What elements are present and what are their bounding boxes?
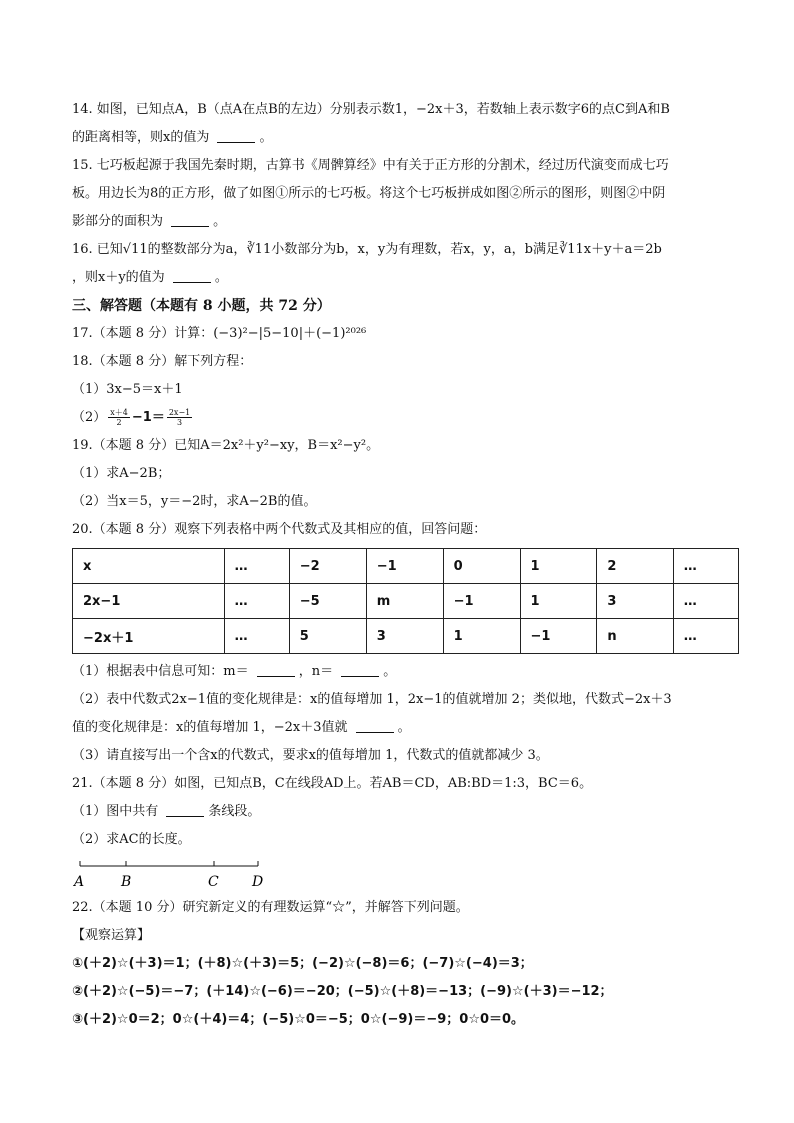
q21-stem: 21.（本题 8 分）如图，已知点B，C在线段AD上。若AB＝CD，AB:BD＝1:3，BC＝6。 [72, 776, 593, 791]
q16-text: ，则x＋y的值为 [72, 270, 169, 285]
q18-part2 [72, 404, 740, 432]
table-cell: … [673, 584, 738, 619]
table-row [73, 619, 739, 654]
table-cell: m [366, 584, 443, 619]
answer-blank[interactable] [171, 212, 209, 227]
q22-row3: ③(＋2)☆0＝2；0☆(＋4)＝4；(−5)☆0＝−5；0☆(−9)＝−9；0☆0＝0。 [72, 1012, 525, 1027]
point-label-d: D [252, 874, 264, 890]
table-cell: 2x−1 [73, 584, 225, 619]
table-cell: 1 [443, 619, 520, 654]
q20-part1-a: （1）根据表中信息可知：m＝ [72, 664, 253, 679]
answer-blank[interactable] [257, 662, 295, 677]
q14-text: 的距离相等，则x的值为 [72, 130, 214, 145]
table-cell: −1 [443, 584, 520, 619]
q15-text: 影部分的面积为 [72, 214, 168, 229]
segment-diagram [72, 854, 740, 894]
table-cell: … [224, 549, 289, 584]
q19-part1: （1）求A−2B； [72, 466, 171, 481]
table-cell: 3 [366, 619, 443, 654]
values-table [72, 548, 739, 654]
q22-row2: ②(＋2)☆(−5)＝−7；(＋14)☆(−6)＝−20；(−5)☆(＋8)＝−13；(−9)☆(＋3)＝−12； [72, 984, 613, 999]
numerator: x＋4 [110, 408, 128, 417]
q20-part1 [72, 658, 740, 686]
q22-heading: 【观察运算】 [72, 928, 151, 943]
q20-part2-line1: （2）表中代数式2x−1值的变化规律是：x的值每增加 1，2x−1的值就增加 2；类似地，代数式−2x＋3 [72, 692, 672, 707]
q21-part2: （2）求AC的长度。 [72, 832, 191, 847]
q21-part1 [72, 798, 740, 826]
table-cell: −1 [520, 619, 597, 654]
table-cell: 1 [520, 584, 597, 619]
q15-end: 。 [213, 214, 227, 229]
segment-svg [72, 854, 292, 894]
table-cell: 5 [289, 619, 366, 654]
q21-part1-b: 条线段。 [208, 804, 261, 819]
table-cell: n [597, 619, 673, 654]
q15-line2: 板。用边长为8的正方形，做了如图①所示的七巧板。将这个七巧板拼成如图②所示的图形，则图②中阴 [72, 186, 666, 201]
q15-line3 [72, 208, 740, 236]
table-cell: … [673, 549, 738, 584]
numerator: 2x−1 [168, 408, 191, 417]
answer-blank[interactable] [217, 128, 255, 143]
q15-line1: 15. 七巧板起源于我国先秦时期，古算书《周髀算经》中有关于正方形的分割术，经过历代演变而成七巧 [72, 158, 669, 173]
q21-part1-a: （1）图中共有 [72, 804, 163, 819]
q20-part2-text: 值的变化规律是：x的值每增加 1，−2x＋3值就 [72, 720, 352, 735]
answer-blank[interactable] [341, 662, 379, 677]
q22-stem: 22.（本题 10 分）研究新定义的有理数运算“☆”，并解答下列问题。 [72, 900, 469, 915]
table-cell: … [224, 619, 289, 654]
fraction [108, 408, 130, 427]
table-row [73, 584, 739, 619]
q18-part2-prefix: （2） [72, 410, 107, 425]
q14-line2 [72, 124, 740, 152]
fraction [167, 408, 192, 427]
table-cell: 0 [443, 549, 520, 584]
q17-line: 17.（本题 8 分）计算：(−3)²−|5−10|＋(−1)²⁰²⁶ [72, 326, 367, 341]
denominator: 3 [177, 418, 183, 427]
table-cell: 2 [597, 549, 673, 584]
q18-stem: 18.（本题 8 分）解下列方程： [72, 354, 253, 369]
table-cell: x [73, 549, 225, 584]
q22-row1: ①(＋2)☆(＋3)＝1；(＋8)☆(＋3)＝5；(−2)☆(−8)＝6；(−7)☆(−4)＝3； [72, 956, 533, 971]
q16-end: 。 [214, 270, 228, 285]
q20-part1-end: 。 [383, 664, 397, 679]
table-cell: … [673, 619, 738, 654]
q14-line1: 14. 如图，已知点A，B（点A在点B的左边）分别表示数1，−2x＋3，若数轴上表示数字6的点C到A和B [72, 102, 670, 117]
table-cell: −1 [366, 549, 443, 584]
q20-part2-line2 [72, 714, 740, 742]
table-row [73, 549, 739, 584]
table-cell: −5 [289, 584, 366, 619]
point-label-c: C [208, 874, 219, 890]
point-label-a: A [74, 874, 85, 890]
q16-line2 [72, 264, 740, 292]
section-heading: 三、解答题（本题有 8 小题，共 72 分） [72, 298, 331, 314]
denominator: 2 [116, 418, 122, 427]
q16-line1: 16. 已知√11的整数部分为a，∛11小数部分为b，x，y为有理数，若x，y，a，b满足∛11x＋y＋a＝2b [72, 242, 662, 257]
table-cell: 3 [597, 584, 673, 619]
answer-blank[interactable] [166, 802, 204, 817]
q18-part1: （1）3x−5＝x＋1 [72, 382, 183, 397]
table-cell: 1 [520, 549, 597, 584]
q20-part2-end: 。 [397, 720, 411, 735]
q20-part3: （3）请直接写出一个含x的代数式，要求x的值每增加 1，代数式的值就都减少 3。 [72, 748, 549, 763]
table-cell: −2 [289, 549, 366, 584]
q19-stem: 19.（本题 8 分）已知A＝2x²＋y²−xy，B＝x²−y²。 [72, 438, 380, 453]
q19-part2: （2）当x＝5，y＝−2时，求A−2B的值。 [72, 494, 317, 509]
q20-stem: 20.（本题 8 分）观察下列表格中两个代数式及其相应的值，回答问题： [72, 522, 487, 537]
q14-end: 。 [259, 130, 273, 145]
answer-blank[interactable] [173, 268, 211, 283]
table-cell: −2x＋1 [73, 619, 225, 654]
point-label-b: B [121, 874, 132, 890]
exam-page [72, 96, 740, 1034]
q20-part1-b: ，n＝ [298, 664, 338, 679]
table-cell: … [224, 584, 289, 619]
answer-blank[interactable] [356, 718, 394, 733]
q18-part2-mid: −1＝ [131, 410, 165, 425]
